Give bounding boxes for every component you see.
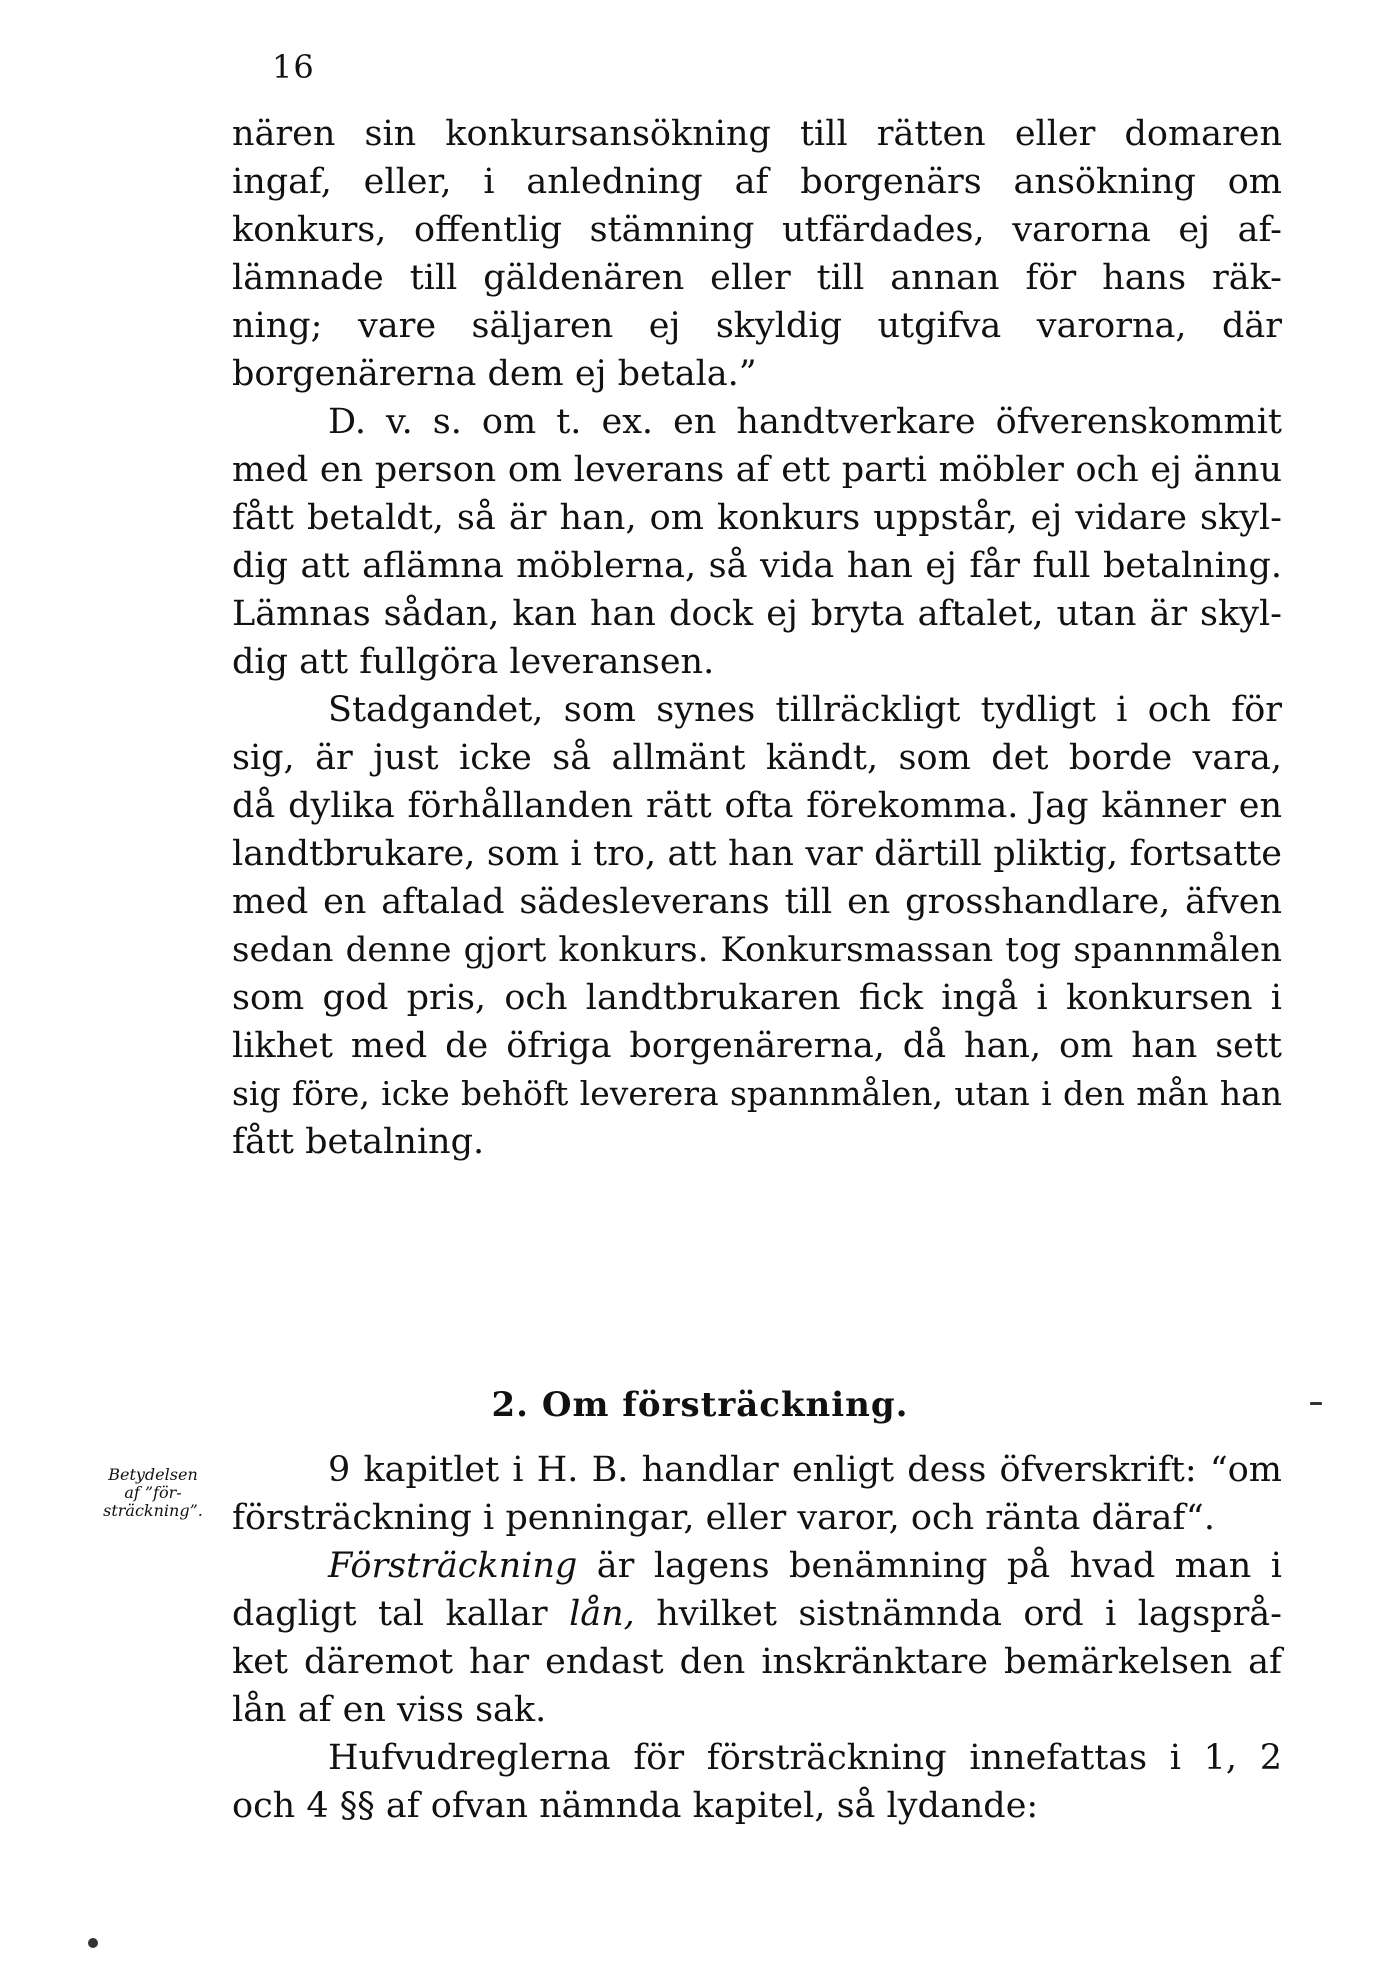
text-line: ingaf, eller, i anledning af borgenärs ansökning om — [232, 162, 1282, 202]
text-line: lån af en viss sak. — [232, 1690, 547, 1730]
text-line: landtbrukare, som i tro, att han var därtill pliktig, fortsatte — [232, 834, 1282, 874]
text-block-lower — [232, 1446, 1282, 1830]
margin-note-line: Betydelsen — [108, 1465, 198, 1484]
italic-term: Försträckning — [328, 1546, 578, 1586]
text-line: lämnade till gäldenären eller till annan för hans räk- — [232, 258, 1282, 298]
page-number: 16 — [272, 48, 315, 86]
text-line: fått betalning. — [232, 1122, 485, 1162]
section-heading: 2. Om försträckning. — [491, 1385, 909, 1425]
text-line: ning; vare säljaren ej skyldig utgifva varorna, där — [232, 306, 1282, 346]
paragraph — [232, 1446, 1282, 1542]
text-line: dig att fullgöra leveransen. — [232, 642, 715, 682]
italic-term: lån, — [569, 1594, 635, 1634]
text-line: konkurs, offentlig stämning utfärdades, varorna ej af- — [232, 210, 1282, 250]
text-line: nären sin konkursansökning till rätten eller domaren — [232, 114, 1282, 154]
text-line: fått betaldt, så är han, om konkurs uppstår, ej vidare skyl- — [232, 498, 1282, 538]
text-line: likhet med de öfriga borgenärerna, då han, om han sett — [232, 1026, 1282, 1066]
text-block-upper — [232, 110, 1282, 1166]
text-line: som god pris, och landtbrukaren fick ingå i konkursen i — [232, 978, 1282, 1018]
text-line: försträckning i penningar, eller varor, och ränta däraf“. — [232, 1498, 1215, 1538]
text-line: och 4 §§ af ofvan nämnda kapitel, så lydande: — [232, 1786, 1039, 1826]
paragraph — [232, 398, 1282, 686]
text-line: sedan denne gjort konkurs. Konkursmassan tog spannmålen — [232, 930, 1282, 970]
margin-note — [78, 1466, 228, 1520]
text-line: med en aftalad sädesleverans till en grosshandlare, äfven — [232, 882, 1282, 922]
text-line: sig, är just icke så allmänt kändt, som det borde vara, — [232, 738, 1282, 778]
paragraph — [232, 686, 1282, 1166]
scan-speck — [88, 1938, 98, 1948]
margin-note-line: sträckning”. — [103, 1501, 203, 1520]
text-line: borgenärerna dem ej betala.” — [232, 354, 757, 394]
paragraph — [232, 1734, 1282, 1830]
text-line: med en person om leverans af ett parti möbler och ej ännu — [232, 450, 1282, 490]
scan-speck — [1310, 1402, 1322, 1405]
text-run: hvilket sistnämnda ord i lagsprå- — [634, 1594, 1282, 1634]
text-line: Lämnas sådan, kan han dock ej bryta aftalet, utan är skyl- — [232, 594, 1282, 634]
paragraph — [232, 1542, 1282, 1734]
text-line: 9 kapitlet i H. B. handlar enligt dess öfverskrift: “om — [328, 1450, 1282, 1490]
text-run: dagligt tal kallar — [232, 1594, 570, 1634]
text-line: Hufvudreglerna för försträckning innefattas i 1, 2 — [328, 1738, 1282, 1778]
text-line — [232, 1542, 1282, 1590]
margin-note-line: af ”för- — [124, 1483, 182, 1502]
text-line: sig före, icke behöft leverera spannmålen, utan i den mån han — [232, 1074, 1282, 1113]
text-line: ket däremot har endast den inskränktare bemärkelsen af — [232, 1642, 1282, 1682]
text-line: dig att aflämna möblerna, så vida han ej får full betalning. — [232, 546, 1282, 586]
text-line: då dylika förhållanden rätt ofta förekomma. Jag känner en — [232, 786, 1282, 826]
paragraph — [232, 110, 1282, 398]
text-line: Stadgandet, som synes tillräckligt tydligt i och för — [328, 690, 1282, 730]
text-run: är lagens benämning på hvad man i — [577, 1546, 1282, 1586]
text-line: D. v. s. om t. ex. en handtverkare öfverenskommit — [328, 402, 1282, 442]
text-line — [232, 1590, 1282, 1638]
